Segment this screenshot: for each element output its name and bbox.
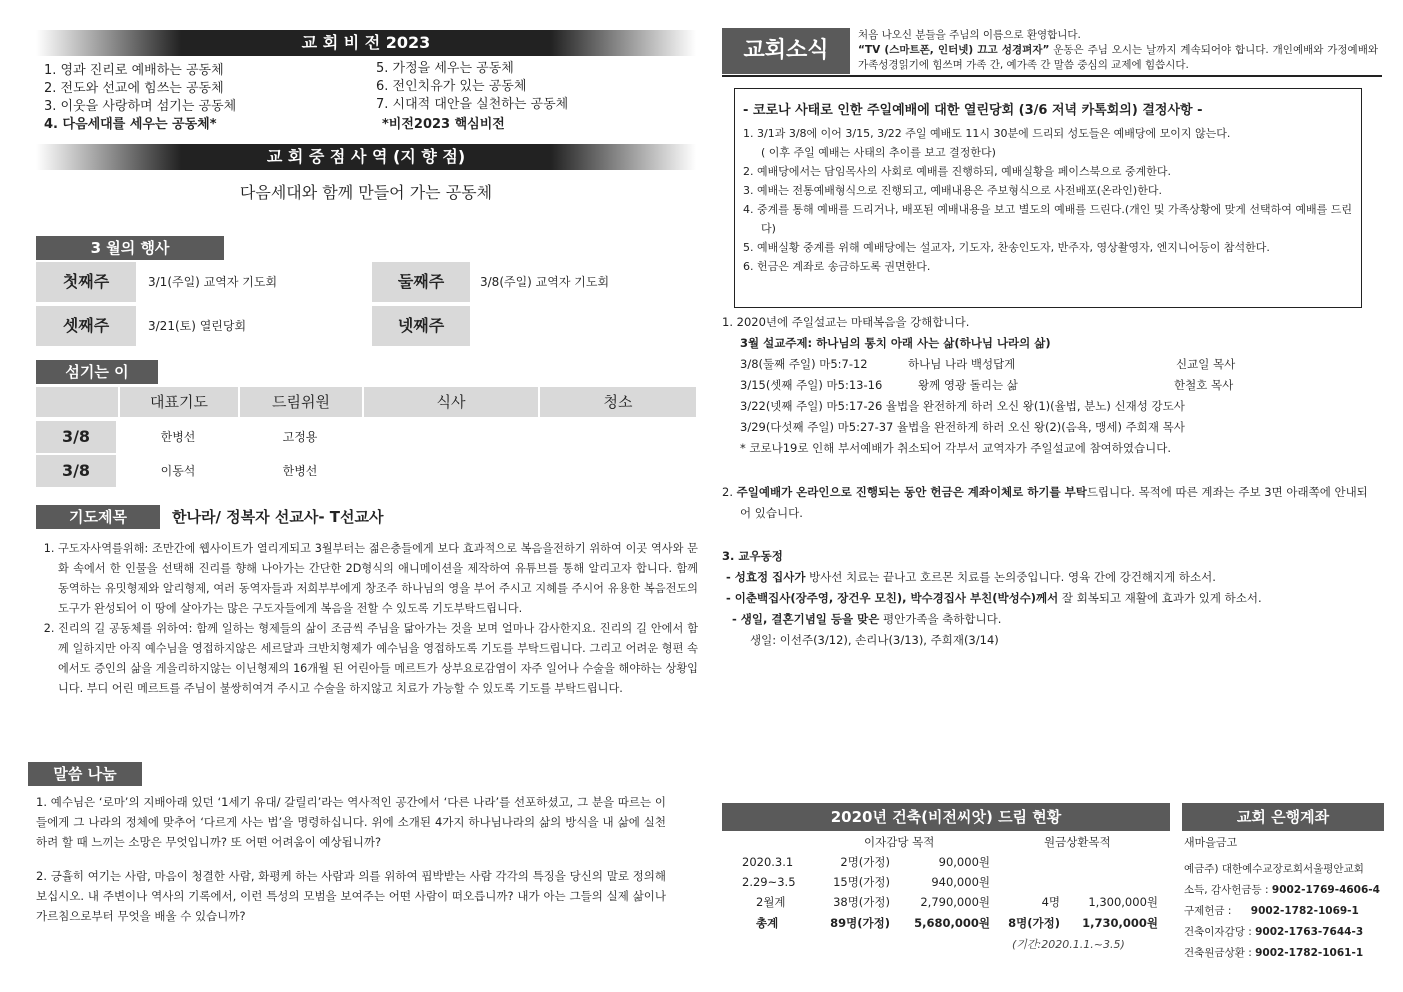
news-welcome: 처음 나오신 분들을 주님의 이름으로 환영합니다. — [858, 29, 1081, 41]
servers-header: 대표기도 — [118, 387, 238, 417]
word-item: 2. 긍휼히 여기는 사람, 마음이 청결한 사람, 화평케 하는 사람과 의를 위하여 핍박받는 사람 각각의 특징을 당신의 말로 정의해 보십시오. 내 주변이나 역사의 기록에서, 이런 특성의 모범을 보여주는 어떤 사람이 떠오릅니까? 내가 아는 그들의 실제 삶이나 가르침으로부터 무엇을 배울 수 있습니까? — [36, 869, 666, 923]
sermon-note: * 코로나19로 인해 부서예배가 취소되어 각부서 교역자가 주일설교에 참여하였습니다. — [740, 441, 1171, 455]
word-tag: 말씀 나눔 — [28, 762, 142, 786]
news-tv-campaign — [858, 43, 1378, 73]
events-table — [36, 262, 696, 350]
member-text: 잘 회복되고 재활에 효과가 있게 하소서. — [1058, 591, 1262, 605]
servers-prayer: 이동석 — [160, 464, 196, 478]
member-line — [722, 588, 1382, 609]
servers-prayer: 한병선 — [160, 430, 196, 444]
vision-item: 6. 전인치유가 있는 공동체 — [376, 79, 527, 94]
news-tv-bold: “TV (스마트폰, 인터넷) 끄고 성경펴자” — [858, 44, 1050, 56]
sermon-row — [722, 375, 1382, 396]
decision-item: 1. 3/1과 3/8에 이어 3/15, 3/22 주일 예배도 11시 30분에 드리되 성도들은 예배당에 모이지 않는다. — [743, 127, 1231, 140]
members-title: 3. 교우동정 — [722, 549, 783, 563]
decision-item: ( 이후 주일 예배는 사태의 추이를 보고 결정한다) — [761, 146, 996, 159]
news-tv-text: 운동은 주님 오시는 날까지 계속되어야 합니다. 개인예배와 가정예배와 가족성경읽기에 힘쓰며 가족 간, 예가족 간 말씀 중심의 교제에 힘씁시다. — [858, 44, 1378, 71]
building-head-principal: 원금상환목적 — [1044, 835, 1111, 849]
building-period: 2.29~3.5 — [742, 875, 796, 889]
member-text: 방사선 치료는 끝나고 호르몬 치료를 논의중입니다. 영육 간에 강건해지게 하소서. — [805, 570, 1216, 584]
vision-item: 3. 이웃을 사랑하며 섬기는 공동체 — [44, 99, 237, 114]
prayer-subtitle: 한나라/ 정복자 선교사- T선교사 — [172, 508, 384, 526]
bank-account-label: 구제헌금 : — [1184, 905, 1232, 917]
vision-item-core: 4. 다음세대를 세우는 공동체* — [44, 117, 217, 132]
vision-right-list — [376, 60, 696, 134]
bank-title: 교회 은행계좌 — [1182, 803, 1384, 831]
sermon-theme: 3월 설교주제: 하나님의 통치 아래 사는 삶(하나님 나라의 삶) — [740, 336, 1051, 350]
news-title: 교회소식 — [722, 28, 850, 74]
event-text: 3/8(주일) 교역자 기도회 — [480, 275, 610, 289]
building-title: 2020년 건축(비전씨앗) 드림 현황 — [722, 803, 1170, 831]
word-item: 1. 예수님은 ‘로마’의 지배아래 있던 ‘1세기 유대/ 갈릴리’라는 역사적인 공간에서 ‘다른 나라’를 선포하셨고, 그 분을 따르는 이들에게 그 나라의 정체에 맞추어 ‘다르게 사는 법’을 명령하십니다. 위에 소개된 4가지 하나님나라의 삶의 방식을 내 삶에 실천하려 할 때 느끼는 소망은 무엇입니까? 또 어떤 어려움이 예상됩니까? — [36, 795, 666, 849]
building-amount-total: 5,680,000원 — [914, 916, 990, 930]
vision-title: 교 회 비 전 2023 — [301, 33, 431, 52]
building-period-total: 총계 — [756, 916, 779, 930]
members-section — [722, 546, 1382, 651]
servers-dream: 한병선 — [282, 464, 318, 478]
building-amount2-total: 1,730,000원 — [1082, 916, 1158, 930]
servers-header: 식사 — [362, 387, 538, 417]
word-list — [36, 792, 666, 926]
prayer-item: 2. 진리의 길 공동체를 위하여: 함께 일하는 형제들의 삶이 조금씩 주님을 닮아가는 것을 보며 얼마나 감사한지요. 진리의 길 안에서 함께 일하지만 아직 예수님을 영접하지않은 세르달과 크반치형제가 예수님을 영접하도록 기도를 부탁드립니다. 그리고 어려운 형편 속에서도 증인의 삶을 게을리하지않는 이닌형제의 16개월 된 어린아들 메르트가 상부요로감염이 자주 일어나 수술을 해야하는 상황입니다. 부디 어린 메르트를 주님이 불쌍히여겨 주시고 수술을 하지않고 치료가 가능할 수 있도록 기도를 부탁드립니다. — [58, 619, 698, 699]
servers-tag: 섬기는 이 — [36, 360, 158, 384]
building-count: 15명(가정) — [833, 875, 890, 889]
decision-box — [734, 88, 1362, 308]
sermon-title: 하나님 나라 백성답게 — [908, 357, 1016, 371]
sermon-date: 3/8(둘째 주일) 마5:7-12 — [740, 357, 868, 371]
sermon-date: 3/15(셋째 주일) 마5:13-16 — [740, 378, 883, 392]
bank-section — [1184, 832, 1384, 964]
bank-account — [1184, 922, 1384, 943]
focus-banner — [36, 144, 696, 170]
vision-item: 1. 영과 진리로 예배하는 공동체 — [44, 63, 224, 78]
decision-item: 6. 헌금은 계좌로 송금하도록 권면한다. — [743, 260, 931, 273]
building-period: 2월계 — [756, 895, 786, 909]
member-bold: - 성효정 집사가 — [726, 570, 806, 584]
building-table — [722, 832, 1170, 962]
sermon-intro: 1. 2020년에 주일설교는 마태복음을 강해합니다. — [722, 315, 970, 329]
event-text: 3/21(토) 열린당회 — [148, 319, 247, 333]
building-count: 38명(가정) — [833, 895, 890, 909]
offering-notice — [722, 482, 1370, 524]
prayer-tag: 기도제목 — [36, 505, 160, 529]
vision-left-list — [44, 62, 374, 134]
bank-name: 새마을금고 — [1184, 836, 1238, 849]
event-week: 둘째주 — [372, 262, 470, 302]
vision-banner — [36, 30, 696, 56]
event-week: 넷째주 — [372, 306, 470, 346]
decision-list — [743, 124, 1353, 276]
sermon-row: 3/29(다섯째 주일) 마5:27-37 율법을 완전하게 하러 오신 왕(2)(음욕, 맹세) 주희재 목사 — [740, 420, 1185, 434]
decision-item: 4. 중계를 통해 예배를 드리거나, 배포된 예배내용을 보고 별도의 예배를 드린다.(개인 및 가족상황에 맞게 선택하여 예배를 드린다) — [743, 203, 1353, 235]
news-divider — [722, 75, 1382, 77]
member-bold: - 이춘백집사(장주영, 장건우 모친), 박수경집사 부친(박성수)께서 — [726, 591, 1059, 605]
vision-item: 5. 가정을 세우는 공동체 — [376, 61, 514, 76]
news-welcome-block — [858, 28, 1378, 73]
building-count2: 4명 — [1041, 895, 1060, 909]
building-note: (기간:2020.1.1.~3.5) — [1012, 938, 1125, 951]
bank-holder: 예금주) 대한예수교장로회서울평안교회 — [1184, 863, 1364, 875]
sermon-row: 3/22(넷째 주일) 마5:17-26 율법을 완전하게 하러 오신 왕(1)(율법, 분노) 신재성 강도사 — [740, 399, 1185, 413]
sermon-section — [722, 312, 1382, 459]
servers-date: 3/8 — [36, 421, 116, 453]
offering-prefix: 2. — [722, 485, 737, 499]
building-amount2: 1,300,000원 — [1088, 895, 1158, 909]
bank-account — [1184, 901, 1384, 922]
sermon-preacher: 한철호 목사 — [1174, 378, 1234, 392]
member-text: 평안가족을 축하합니다. — [879, 612, 1002, 626]
building-amount: 90,000원 — [938, 855, 990, 869]
building-count: 2명(가정) — [840, 855, 890, 869]
bank-account-label: 소득, 감사헌금등 : — [1184, 884, 1269, 896]
bank-account-label: 건축원금상환 : — [1184, 947, 1252, 959]
building-count2-total: 8명(가정) — [1008, 916, 1060, 930]
event-week: 첫째주 — [36, 262, 136, 302]
event-text: 3/1(주일) 교역자 기도회 — [148, 275, 278, 289]
decision-item: 2. 예배당에서는 담임목사의 사회로 예배를 진행하되, 예배실황을 페이스북으로 중계한다. — [743, 165, 1171, 178]
offering-bold: 주일예배가 온라인으로 진행되는 동안 헌금은 계좌이체로 하기를 부탁 — [736, 485, 1087, 499]
bank-account-number[interactable]: 9002-1769-4606-4 — [1271, 884, 1380, 896]
member-line — [722, 609, 1382, 630]
building-period: 2020.3.1 — [742, 855, 794, 869]
events-tag: 3 월의 행사 — [36, 236, 224, 260]
bank-account-label: 건축이자감당 : — [1184, 926, 1252, 938]
prayer-item: 1. 구도자사역를위해: 조만간에 웹사이트가 열리게되고 3월부터는 젊은층들에게 보다 효과적으로 복음을전하기 위하여 이곳 역사와 문화 속에서 한 인물을 선택해 진리를 향해 나아가는 간단한 2D형식의 애니메이션을 제작하여 유튜브를 통해 알리고자 합니다. 함께 동역하는 유밋형제와 알리형제, 여러 동역자들과 저희부부에게 창조주 하나님의 영을 부어 주시고 지혜를 주시어 유용한 복음전도의 도구가 완성되어 이 땅에 살아가는 많은 구도자들에게 복음을 전할 수 있도록 기도부탁드립니다. — [58, 539, 698, 619]
bank-account-number[interactable]: 9002-1782-1069-1 — [1250, 905, 1359, 917]
building-count-total: 89명(가정) — [830, 916, 890, 930]
servers-header: 드림위원 — [238, 387, 362, 417]
event-week: 셋째주 — [36, 306, 136, 346]
servers-date: 3/8 — [36, 455, 116, 487]
vision-item: 7. 시대적 대안을 실천하는 공동체 — [376, 97, 569, 112]
bank-account — [1184, 943, 1384, 964]
focus-title: 교 회 중 점 사 역 (지 향 점) — [266, 147, 466, 166]
focus-text: 다음세대와 함께 만들어 가는 공동체 — [239, 183, 493, 202]
member-line — [722, 567, 1382, 588]
decision-title: - 코로나 사태로 인한 주일예배에 대한 열린당회 (3/6 저녁 카톡회의) 결정사항 - — [743, 103, 1203, 118]
building-head-interest: 이자감당 목적 — [864, 835, 935, 849]
bank-account-number[interactable]: 9002-1763-7644-3 — [1255, 926, 1364, 938]
servers-dream: 고정용 — [282, 430, 318, 444]
vision-core-note: *비전2023 핵심비전 — [382, 117, 505, 132]
servers-header: 청소 — [538, 387, 696, 417]
bank-account — [1184, 880, 1384, 901]
vision-item: 2. 전도와 선교에 힘쓰는 공동체 — [44, 81, 224, 96]
decision-item: 3. 예배는 전통예배형식으로 진행되고, 예배내용은 주보형식으로 사전배포(온라인)한다. — [743, 184, 1162, 197]
bank-account-number[interactable]: 9002-1782-1061-1 — [1255, 947, 1364, 959]
building-amount: 940,000원 — [931, 875, 990, 889]
sermon-preacher: 신교일 목사 — [1176, 357, 1236, 371]
prayer-list — [36, 539, 698, 699]
sermon-row — [722, 354, 1382, 375]
member-bold: - 생일, 결혼기념일 등을 맞은 — [732, 612, 880, 626]
building-amount: 2,790,000원 — [920, 895, 990, 909]
member-line: 생일: 이선주(3/12), 손리나(3/13), 주희재(3/14) — [750, 633, 999, 647]
servers-table — [36, 387, 696, 487]
sermon-title: 왕께 영광 돌리는 삶 — [918, 378, 1018, 392]
decision-item: 5. 예배실황 중계를 위해 예배당에는 설교자, 기도자, 찬송인도자, 반주자, 영상촬영자, 엔지니어등이 참석한다. — [743, 241, 1270, 254]
offering-text: 드립니다. 목적에 따른 계좌는 주보 3면 아래쪽에 안내되어 있습니다. — [740, 485, 1368, 520]
